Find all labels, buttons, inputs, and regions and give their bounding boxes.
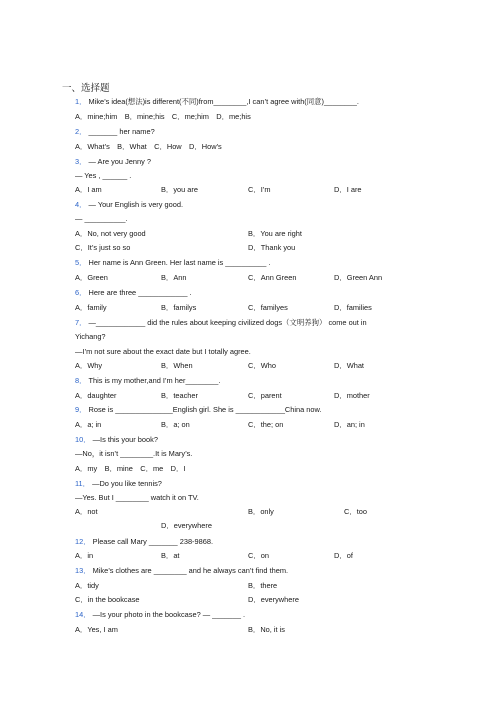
question-number: 7． [75, 318, 87, 327]
option-d: D．Thank you [248, 243, 296, 252]
question-7-stem2: —I’m not sure about the exact date but I totally agree. [75, 347, 251, 356]
question-7-stem-continued: Yichang? [75, 332, 106, 341]
question-number: 14． [75, 610, 91, 619]
question-12-stem [75, 537, 213, 546]
question-4-stem [75, 200, 183, 209]
question-text: This is my mother,and I’m her________. [88, 376, 221, 385]
question-text: Here are three ____________ . [88, 288, 192, 297]
question-number: 2． [75, 127, 87, 136]
option-a: A．Why [75, 361, 103, 370]
question-number: 12． [75, 537, 91, 546]
option-b: B．When [161, 361, 193, 370]
question-text: —Is your photo in the bookcase? — _______ . [92, 610, 246, 619]
question-number: 4． [75, 200, 87, 209]
question-13-options-row1 [75, 581, 435, 590]
question-4-stem2: — __________. [75, 214, 128, 223]
option-c: C．I’m [248, 185, 271, 194]
option-d: D．I are [334, 185, 362, 194]
option-d: D．an; in [334, 420, 365, 429]
question-11-options-row2 [75, 521, 435, 530]
question-number: 5． [75, 258, 87, 267]
question-3-stem2: — Yes , ______ . [75, 171, 132, 180]
question-11-stem2: —Yes. But I ________ watch it on TV. [75, 493, 199, 502]
question-14-options [75, 625, 435, 634]
option-a: A．tidy [75, 581, 99, 590]
question-number: 1． [75, 97, 87, 106]
option-c: C．too [344, 507, 368, 516]
question-12-options [75, 551, 435, 560]
question-text: Mike’s idea(想法)is different(不同)from________,I can’t agree with(同意)________. [88, 97, 359, 106]
question-number: 3． [75, 157, 87, 166]
option-a: A．in [75, 551, 94, 560]
question-6-options [75, 303, 435, 312]
option-b: B．Ann [161, 273, 187, 282]
question-14-stem [75, 610, 245, 619]
question-number: 8． [75, 376, 87, 385]
option-d: D．mother [334, 391, 370, 400]
question-5-stem [75, 258, 271, 267]
option-a: A．not [75, 507, 98, 516]
question-10-stem2: —No，it isn’t ________.It is Mary’s. [75, 449, 193, 458]
question-text: _______ her name? [88, 127, 155, 136]
option-b: B．you are [161, 185, 198, 194]
question-number: 9． [75, 405, 87, 414]
question-text: — Are you Jenny ? [88, 157, 151, 166]
option-c: C．familyes [248, 303, 288, 312]
option-d: D．everywhere [248, 595, 299, 604]
question-11-options-row1 [75, 507, 435, 516]
option-a: A．Green [75, 273, 108, 282]
option-c: C．in the bookcase [75, 595, 140, 604]
question-11-stem [75, 479, 162, 488]
question-7-stem [75, 318, 367, 327]
question-8-options [75, 391, 435, 400]
question-13-stem [75, 566, 288, 575]
option-b: B．teacher [161, 391, 198, 400]
question-1-options: A．mine;him B．mine;his C．me;him D．me;his [75, 112, 251, 121]
option-d: D．of [334, 551, 353, 560]
option-a: A．a; in [75, 420, 102, 429]
option-c: C．It’s just so so [75, 243, 131, 252]
option-b: B．You are right [248, 229, 302, 238]
option-c: C．parent [248, 391, 282, 400]
question-number: 6． [75, 288, 87, 297]
question-text: —Is this your book? [92, 435, 158, 444]
option-b: B．only [248, 507, 274, 516]
question-text: —____________ did the rules about keeping civilized dogs（文明养狗） come out in [88, 318, 367, 327]
option-d: D．everywhere [161, 521, 212, 530]
question-text: Mike’s clothes are ________ and he always can’t find them. [92, 566, 289, 575]
question-3-stem [75, 157, 151, 166]
option-c: C．Ann Green [248, 273, 297, 282]
question-4-options-row1 [75, 229, 435, 238]
option-a: A．Yes, I am [75, 625, 118, 634]
option-d: D．What [334, 361, 364, 370]
question-2-stem [75, 127, 155, 136]
question-text: Please call Mary _______ 238-9868. [92, 537, 214, 546]
option-b: B．at [161, 551, 180, 560]
question-text: — Your English is very good. [88, 200, 184, 209]
question-13-options-row2 [75, 595, 435, 604]
question-7-options [75, 361, 435, 370]
question-number: 10． [75, 435, 91, 444]
option-b: B．a; on [161, 420, 190, 429]
question-2-options: A．What’s B．What C．How D．How’s [75, 142, 222, 151]
option-d: D．families [334, 303, 372, 312]
option-b: B．No, it is [248, 625, 285, 634]
question-5-options [75, 273, 435, 282]
option-d: D．Green Ann [334, 273, 383, 282]
option-b: B．there [248, 581, 278, 590]
question-4-options-row2 [75, 243, 435, 252]
option-a: A．family [75, 303, 107, 312]
question-6-stem [75, 288, 192, 297]
option-c: C．Who [248, 361, 276, 370]
option-a: A．daughter [75, 391, 117, 400]
question-text: —Do you like tennis? [92, 479, 162, 488]
question-number: 13． [75, 566, 91, 575]
option-b: B．familys [161, 303, 197, 312]
option-c: C．on [248, 551, 269, 560]
question-9-stem [75, 405, 322, 414]
question-1-stem [75, 97, 359, 106]
option-c: C．the; on [248, 420, 284, 429]
question-text: Her name is Ann Green. Her last name is __________ . [88, 258, 271, 267]
question-10-stem [75, 435, 158, 444]
question-9-options [75, 420, 435, 429]
question-text: Rose is ______________English girl. She is ____________China now. [88, 405, 322, 414]
question-8-stem [75, 376, 220, 385]
question-10-options: A．my B．mine C．me D．I [75, 464, 186, 473]
question-number: 11． [75, 479, 91, 488]
question-3-options [75, 185, 435, 194]
option-a: A．I am [75, 185, 102, 194]
section-title: 一、选择题 [62, 83, 110, 94]
option-a: A．No, not very good [75, 229, 146, 238]
